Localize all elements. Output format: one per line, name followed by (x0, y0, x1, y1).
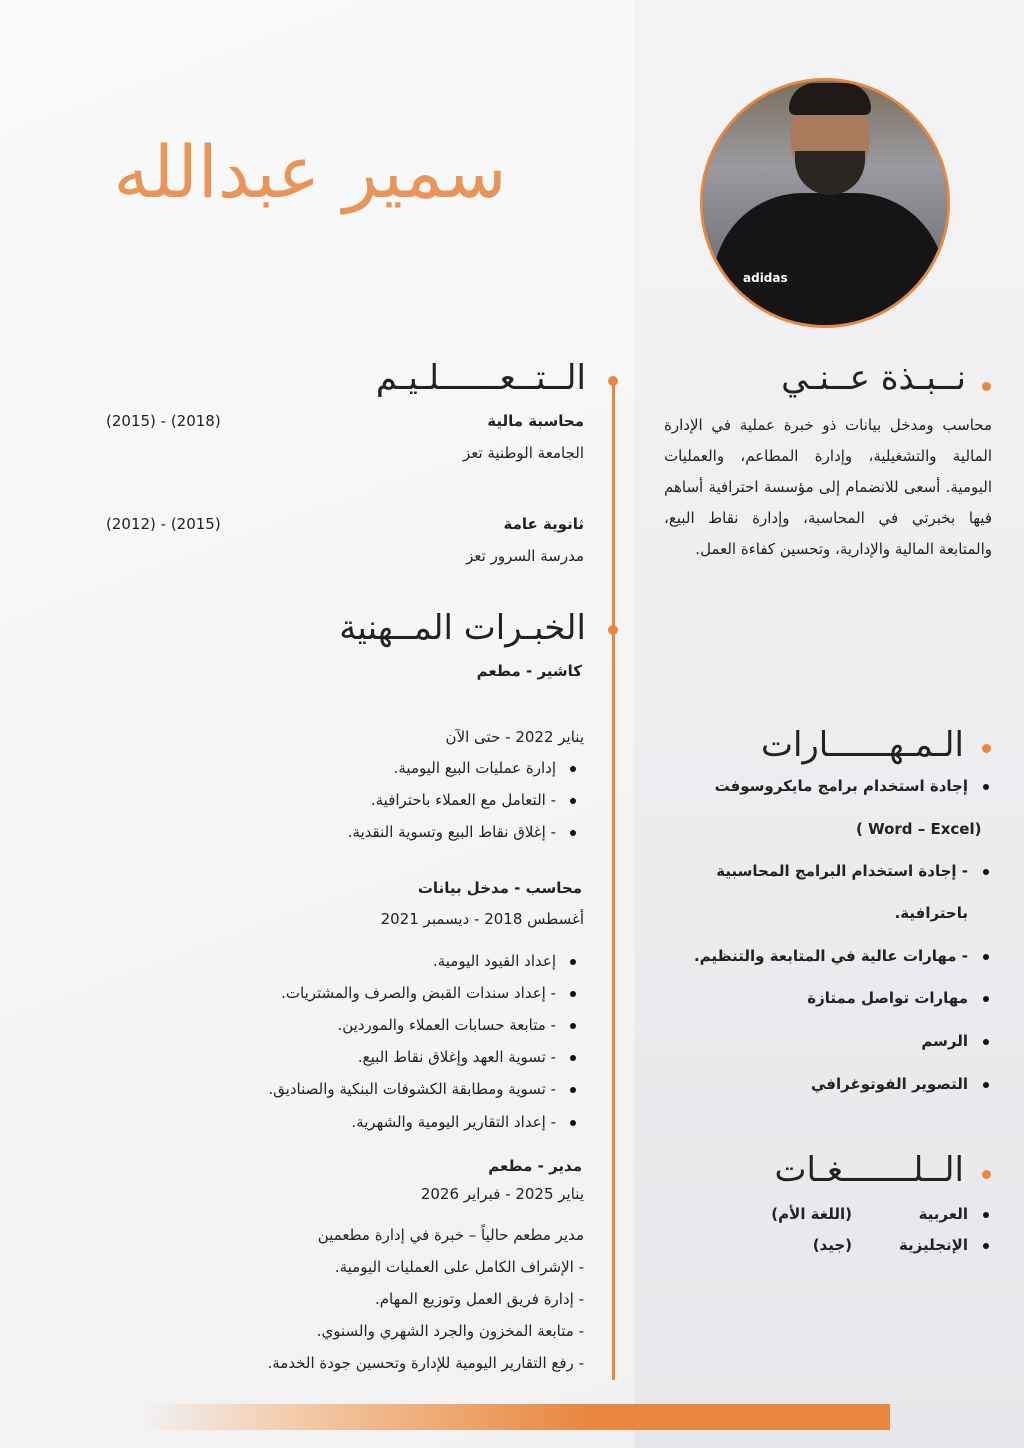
experience-heading: الخبـرات المــهنية (339, 608, 586, 648)
education-years: (2015) - (2018) (106, 412, 221, 430)
education-school: مدرسة السرور تعز (466, 547, 584, 565)
skill-item: إجادة استخدام برامج مايكروسوفت (714, 777, 968, 795)
job-duty: إدارة عمليات البيع اليومية. (393, 759, 556, 777)
job-duty: - إدارة فريق العمل وتوزيع المهام. (374, 1290, 584, 1308)
bullet-dot (570, 830, 576, 836)
job-duty: إعداد القيود اليومية. (432, 952, 556, 970)
timeline-dot (608, 376, 618, 386)
education-degree: محاسبة مالية (487, 412, 584, 430)
timeline-dot (608, 625, 618, 635)
bullet-dot (983, 1212, 989, 1218)
job-period: يناير 2025 - فبراير 2026 (420, 1185, 584, 1203)
education-years: (2012) - (2015) (106, 515, 221, 533)
bullet-dot (570, 1055, 576, 1061)
bullet-dot (570, 959, 576, 965)
skill-item: التصوير الفوتوغرافي (811, 1075, 968, 1093)
education-degree: ثانوية عامة (503, 515, 584, 533)
skills-heading: الـمـهــــــارات (760, 725, 964, 765)
shirt-logo-text: adidas (743, 271, 788, 285)
bullet-dot (983, 1243, 989, 1249)
language-name: العربية (918, 1205, 968, 1223)
job-duty: - إغلاق نقاط البيع وتسوية النقدية. (347, 823, 556, 841)
bullet-dot (570, 798, 576, 804)
skill-item: - مهارات عالية في المتابعة والتنظيم. (693, 947, 968, 965)
job-duty: - تسوية ومطابقة الكشوفات البنكية والصناديق. (268, 1080, 556, 1098)
languages-heading: الــلـــــــغـات (774, 1150, 964, 1190)
about-heading: نــبـذة عــنـي (781, 358, 966, 398)
job-title: محاسب - مدخل بيانات (417, 879, 582, 897)
bullet-dot (570, 1087, 576, 1093)
section-dot (982, 1170, 991, 1179)
job-duty: مدير مطعم حالياً – خبرة في إدارة مطعمين (317, 1226, 584, 1244)
section-dot (982, 744, 991, 753)
job-duty: - تسوية العهد وإغلاق نقاط البيع. (357, 1048, 556, 1066)
job-period: يناير 2022 - حتى الآن (445, 728, 584, 746)
job-duty: - إعداد التقارير اليومية والشهرية. (351, 1113, 556, 1131)
bullet-dot (570, 766, 576, 772)
bullet-dot (983, 869, 989, 875)
timeline-line (612, 380, 615, 1380)
language-level: (اللغة الأم) (771, 1205, 852, 1223)
job-duty: - متابعة المخزون والجرد الشهري والسنوي. (316, 1322, 584, 1340)
job-title: كاشير - مطعم (476, 662, 582, 680)
person-name: سمير عبدالله (113, 130, 507, 214)
job-duty: - رفع التقارير اليومية للإدارة وتحسين جودة الخدمة. (267, 1354, 584, 1372)
job-duty: - التعامل مع العملاء باحترافية. (370, 791, 556, 809)
footer-accent-bar (140, 1404, 890, 1430)
bullet-dot (983, 954, 989, 960)
job-duty: - الإشراف الكامل على العمليات اليومية. (334, 1258, 584, 1276)
skill-item: مهارات تواصل ممتازة (807, 989, 968, 1007)
job-title: مدير - مطعم (488, 1157, 582, 1175)
bullet-dot (983, 784, 989, 790)
about-text: محاسب ومدخل بيانات ذو خبرة عملية في الإدارة المالية والتشغيلية، وإدارة المطاعم، والعمليات اليومية. أسعى للانضمام إلى مؤسسة احترافية أساهم فيها بخبرتي في المحاسبة، وإدارة نقاط البيع، والمتابعة المالية والإدارية، وتحسين كفاءة العمل. (664, 416, 992, 558)
bullet-dot (570, 1023, 576, 1029)
language-name: الإنجليزية (898, 1236, 968, 1254)
bullet-dot (570, 1120, 576, 1126)
language-level: (جيد) (812, 1236, 852, 1254)
job-duty: - إعداد سندات القبض والصرف والمشتريات. (281, 984, 556, 1002)
bullet-dot (983, 1082, 989, 1088)
job-period: أغسطس 2018 - ديسمبر 2021 (380, 910, 584, 928)
bullet-dot (983, 996, 989, 1002)
education-heading: الــتــعــــــلـيـم (375, 358, 586, 398)
bullet-dot (570, 991, 576, 997)
job-duty: - متابعة حسابات العملاء والموردين. (337, 1016, 556, 1034)
skill-item: الرسم (921, 1032, 968, 1050)
education-school: الجامعة الوطنية تعز (462, 444, 584, 462)
skill-item: باحترافية. (894, 904, 968, 922)
section-dot (982, 382, 991, 391)
skill-item: - إجادة استخدام البرامج المحاسبية (716, 862, 968, 880)
skill-item: ( Word – Excel) (856, 820, 982, 838)
profile-photo (700, 78, 950, 328)
bullet-dot (983, 1039, 989, 1045)
